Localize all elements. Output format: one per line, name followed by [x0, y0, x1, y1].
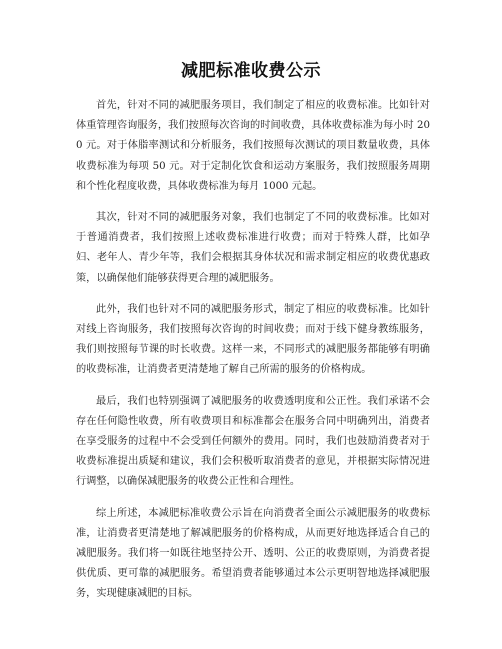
paragraph-1: 首先，针对不同的减肥服务项目，我们制定了相应的收费标准。比如针对体重管理咨询服务，我们按照每次咨询的时间收费，具体收费标准为每小时 200 元。对于体脂率测试和分析服务，我们按照每次测试的项目数量收费，具体收费标准为每项 50 元。对于定制化饮食和运动方案服务，我们按照服务周期和个性化程度收费，具体收费标准为每月 1000 元起。: [76, 100, 430, 192]
paragraph-4: 最后，我们也特别强调了减肥服务的收费透明度和公正性。我们承诺不会存在任何隐性收费，所有收费项目和标准都会在服务合同中明确列出，消费者在享受服务的过程中不会受到任何额外的费用。同时，我们也鼓励消费者对于收费标准提出质疑和建议，我们会积极听取消费者的意见，并根据实际情况进行调整，以确保减肥服务的收费公正性和合理性。: [76, 395, 430, 488]
document-body: [76, 96, 430, 616]
paragraph-2: 其次，针对不同的减肥服务对象，我们也制定了不同的收费标准。比如对于普通消费者，我们按照上述收费标准进行收费；而对于特殊人群，比如孕妇、老年人、青少年等，我们会根据其身体状况和需求制定相应的收费优惠政策，以确保他们能够获得更合理的减肥服务。: [76, 212, 430, 284]
document-title: 减肥标准收费公示: [181, 61, 321, 81]
paragraph-5: 综上所述，本减肥标准收费公示旨在向消费者全面公示减肥服务的收费标准，让消费者更清楚地了解减肥服务的价格构成，从而更好地选择适合自己的减肥服务。我们将一如既往地坚持公开、透明、公正的收费原则，为消费者提供优质、更可靠的减肥服务。希望消费者能够通过本公示更明智地选择减肥服务，实现健康减肥的目标。: [76, 507, 430, 600]
paragraph-3: 此外，我们也针对不同的减肥服务形式，制定了相应的收费标准。比如针对线上咨询服务，我们按照每次咨询的时间收费；而对于线下健身教练服务，我们则按照每节课的时长收费。这样一来，不同形式的减肥服务都能够有明确的收费标准，让消费者更清楚地了解自己所需的服务的价格构成。: [76, 303, 430, 376]
